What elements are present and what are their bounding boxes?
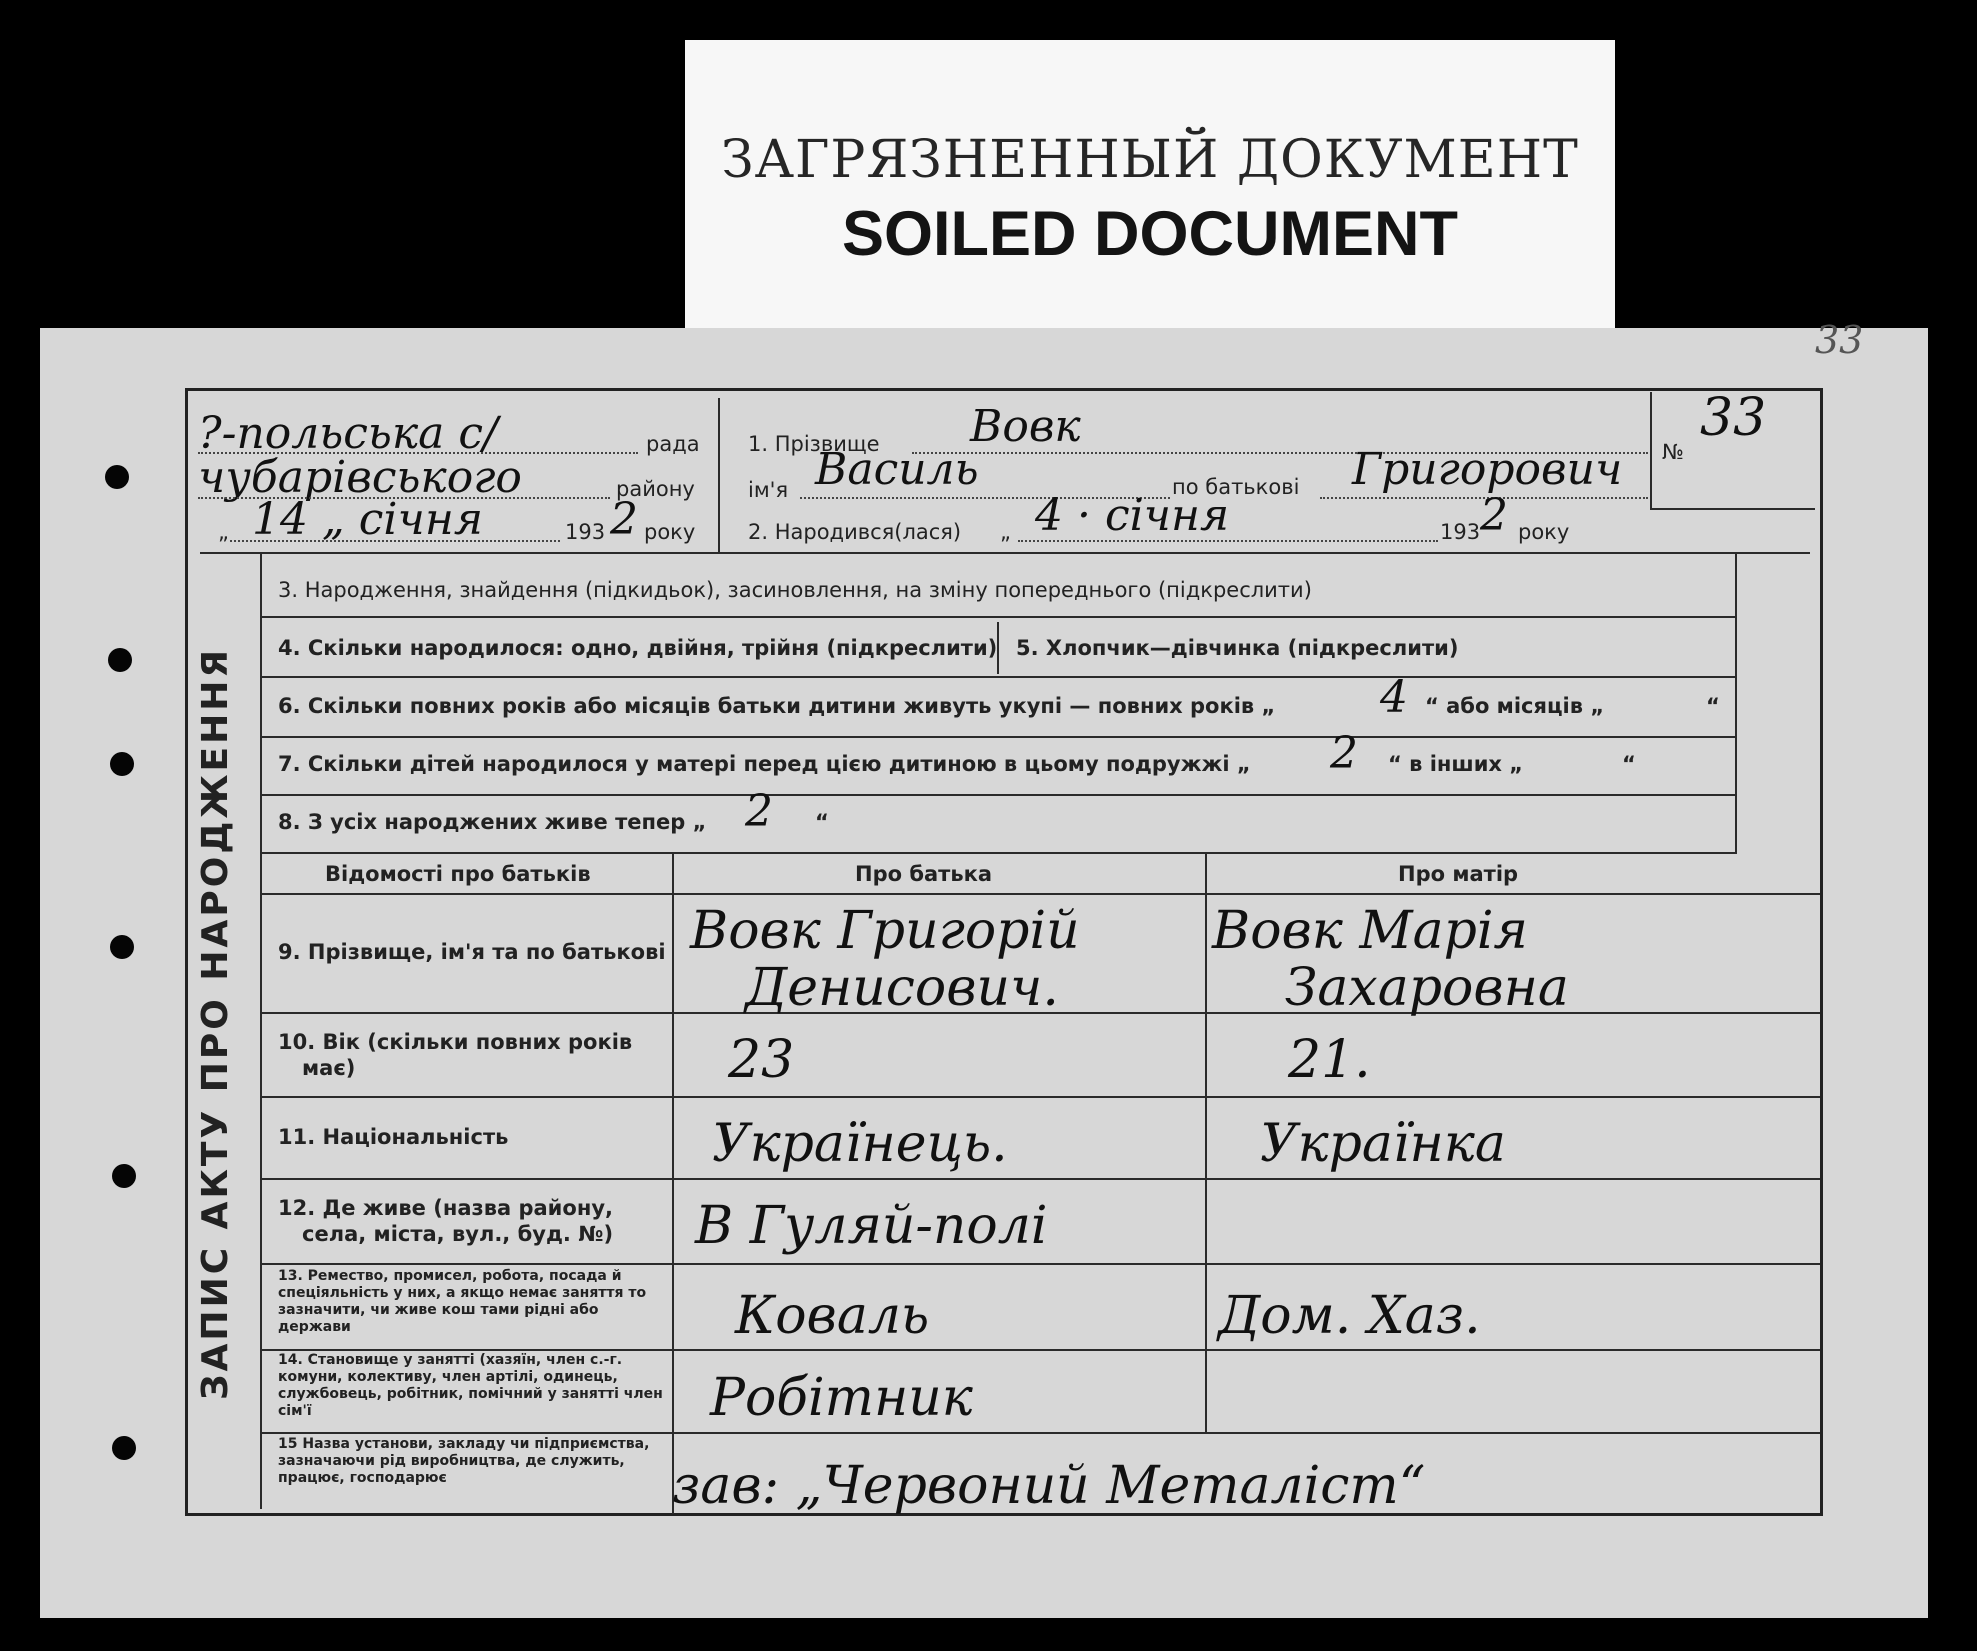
surname-label: 1. Прізвище (748, 432, 880, 456)
rada-value: ?-польська с/ (198, 408, 498, 459)
year-suffix: року (644, 520, 696, 544)
divider (262, 1263, 1820, 1265)
divider (262, 1178, 1820, 1180)
soiled-document-label (685, 40, 1615, 340)
divider (718, 398, 720, 552)
born-year-digit: 2 (1480, 490, 1508, 541)
row-4-text: 4. Скільки народилося: одно, двійня, трійня (підкреслити) (278, 636, 998, 660)
row-13-label: 13. Ремество, промисел, робота, посада й спеціяльність у них, а якщо немає заняття то зазначити, чи живе кош тами рідні або держави (278, 1268, 647, 1335)
father-name-1: Вовк Григорій (690, 901, 1080, 961)
punch-hole (112, 1164, 136, 1188)
rada-label: рада (646, 432, 700, 456)
raion-value: чубарівського (198, 452, 522, 503)
name-value: Василь (815, 444, 979, 495)
row-12-label-2: села, міста, вул., буд. №) (302, 1222, 614, 1246)
born-value: 4 · січня (1035, 490, 1230, 541)
divider (260, 554, 262, 1509)
mother-occupation: Дом. Хаз. (1218, 1286, 1481, 1346)
divider (262, 852, 1737, 854)
divider (262, 794, 1737, 796)
dotted-line (1018, 540, 1438, 542)
divider (1650, 392, 1652, 510)
divider (262, 893, 1820, 895)
number-label: № (1662, 440, 1684, 464)
punch-hole (110, 935, 134, 959)
mother-nationality: Українка (1260, 1114, 1506, 1174)
divider (262, 616, 1737, 618)
patronymic-label: по батькові (1172, 475, 1300, 499)
row-8-text: 8. З усіх народжених живе тепер „ (278, 810, 707, 834)
row-6-tail: “ або місяців „ (1425, 694, 1605, 718)
row-5-text: 5. Хлопчик—дівчинка (підкреслити) (1016, 636, 1459, 660)
divider (997, 622, 999, 674)
father-occupation: Коваль (735, 1286, 930, 1346)
divider (262, 736, 1737, 738)
divider (1735, 554, 1737, 854)
punch-hole (110, 752, 134, 776)
mother-name-1: Вовк Марія (1212, 901, 1528, 961)
archive-page-number: 33 (1815, 318, 1864, 362)
father-age: 23 (728, 1030, 795, 1090)
row-8-value: 2 (745, 786, 773, 837)
punch-hole (112, 1436, 136, 1460)
row-8-end: “ (815, 810, 829, 834)
born-year-suffix: року (1518, 520, 1570, 544)
punch-hole (105, 465, 129, 489)
punch-hole (108, 648, 132, 672)
row-11-label: 11. Національність (278, 1125, 509, 1149)
name-label: ім'я (748, 478, 789, 502)
header-father: Про батька (855, 862, 993, 886)
divider (1650, 508, 1815, 510)
header-mother: Про матір (1398, 862, 1519, 886)
row-10-label-1: 10. Вік (скільки повних років (278, 1030, 633, 1054)
date-prefix: „ (218, 520, 229, 544)
year-label: 193 (565, 520, 606, 544)
born-prefix: „ (1000, 520, 1011, 544)
divider (262, 1096, 1820, 1098)
divider (672, 854, 674, 1514)
row-7-value: 2 (1330, 728, 1358, 779)
patronymic-value: Григорович (1352, 444, 1623, 495)
father-position: Робітник (710, 1368, 973, 1428)
row-7-tail: “ в інших „ (1388, 752, 1524, 776)
row-6-value: 4 (1380, 672, 1408, 723)
father-nationality: Українець. (712, 1114, 1008, 1174)
label-russian: ЗАГРЯЗНЕННЫЙ ДОКУМЕНТ (721, 130, 1579, 190)
row-12-label-1: 12. Де живе (назва району, (278, 1196, 613, 1220)
surname-value: Вовк (970, 401, 1081, 452)
divider (1205, 854, 1207, 1434)
row-7-text: 7. Скільки дітей народилося у матері перед цією дитиною в цьому подружжі „ (278, 752, 1251, 776)
row-10-label-2: має) (302, 1056, 356, 1080)
born-year-label: 193 (1440, 520, 1481, 544)
mother-name-2: Захаровна (1285, 958, 1569, 1018)
side-title: ЗАПИС АКТУ ПРО НАРОДЖЕННЯ (195, 646, 236, 1400)
divider (200, 552, 1810, 554)
father-residence: В Гуляй-полі (695, 1196, 1048, 1256)
label-english: SOILED DOCUMENT (841, 199, 1458, 269)
mother-age: 21. (1288, 1030, 1371, 1090)
dotted-line (230, 540, 560, 542)
father-name-2: Денисович. (745, 958, 1059, 1018)
row-7-end: “ (1622, 752, 1636, 776)
year-digit: 2 (610, 494, 638, 545)
divider (262, 1432, 1820, 1434)
row-6-text: 6. Скільки повних років або місяців батьки дитини живуть укупі — повних років „ (278, 694, 1276, 718)
born-label: 2. Народився(лася) (748, 520, 962, 544)
workplace-value: зав: „Червоний Металіст“ (672, 1456, 1426, 1516)
reg-date-value: 14 „ січня (252, 494, 483, 545)
record-number-value: 33 (1700, 388, 1767, 448)
divider (262, 1349, 1820, 1351)
header-info: Відомості про батьків (325, 862, 591, 886)
row-15-label: 15 Назва установи, закладу чи підприємства, зазначаючи рід виробництва, де служить, працює, господарює (278, 1436, 650, 1486)
divider (262, 676, 1737, 678)
row-6-end: “ (1706, 694, 1720, 718)
row-9-label: 9. Прізвище, ім'я та по батькові (278, 940, 666, 964)
raion-label: району (616, 477, 695, 501)
row-14-label: 14. Становище у занятті (хазяїн, член с.-г. комуни, колективу, член артілі, одинець, службовець, робітник, помічний у занятті член сім'ї (278, 1352, 663, 1419)
row-3-text: 3. Народження, знайдення (підкидьок), засиновлення, на зміну попереднього (підкреслити) (278, 578, 1312, 602)
